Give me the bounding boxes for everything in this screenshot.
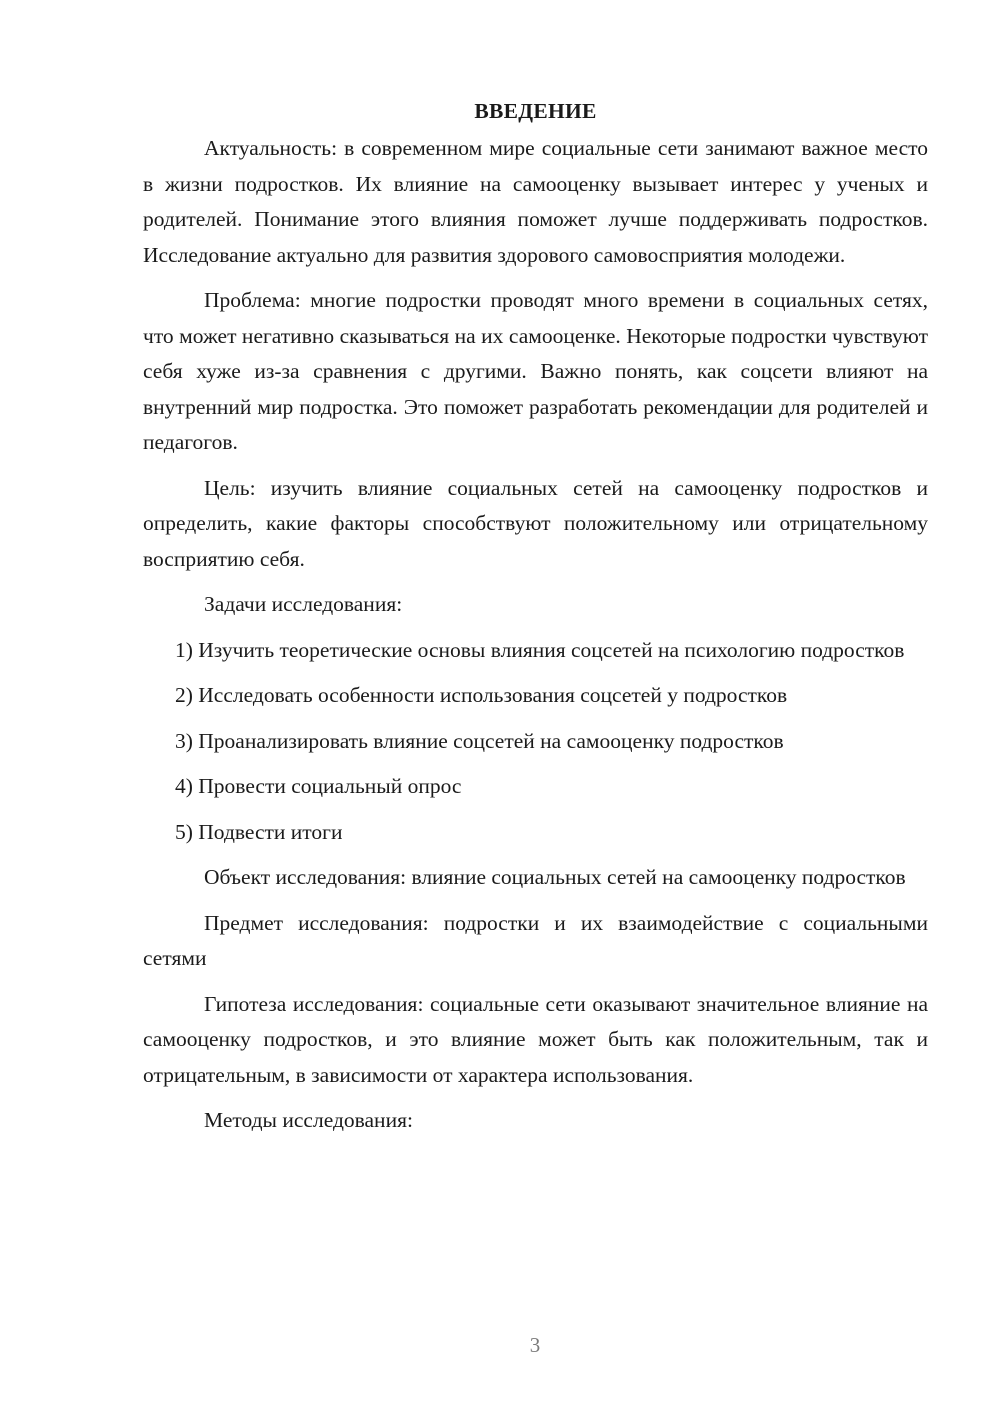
hypothesis-paragraph: Гипотеза исследования: социальные сети оказывают значительное влияние на самооценку подростков, и это влияние может быть как положительным, так и отрицательным, в зависимости от характера использования. <box>143 991 928 1087</box>
relevance-paragraph: Актуальность: в современном мире социальные сети занимают важное место в жизни подростков. Их влияние на самооценку вызывает интерес у ученых и родителей. Понимание этого влияния поможет лучше поддерживать подростков. Исследование актуально для развития здорового самовосприятия молодежи. <box>143 136 928 267</box>
task-item-1: 1) Изучить теоретические основы влияния соцсетей на психологию подростков <box>175 637 905 662</box>
tasks-list <box>143 633 928 851</box>
problem-paragraph: Проблема: многие подростки проводят много времени в социальных сетях, что может негативно сказываться на их самооценке. Некоторые подростки чувствуют себя хуже из-за сравнения с другими. Важно понять, как соцсети влияют на внутренний мир подростка. Это поможет разработать рекомендации для родителей и педагогов. <box>143 288 928 454</box>
task-item-2: 2) Исследовать особенности использования соцсетей у подростков <box>175 683 788 707</box>
task-item-4: 4) Провести социальный опрос <box>175 774 462 798</box>
goal-paragraph: Цель: изучить влияние социальных сетей на самооценку подростков и определить, какие факторы способствуют положительному или отрицательному восприятию себя. <box>143 475 928 571</box>
tasks-title: Задачи исследования: <box>204 592 403 616</box>
subject-paragraph: Предмет исследования: подростки и их взаимодействие с социальными сетями <box>143 910 928 970</box>
methods-title: Методы исследования: <box>204 1108 413 1132</box>
page-content <box>143 96 928 1149</box>
section-heading: ВВЕДЕНИЕ <box>474 99 597 123</box>
task-item-3: 3) Проанализировать влияние соцсетей на самооценку подростков <box>175 728 784 753</box>
object-paragraph: Объект исследования: влияние социальных сетей на самооценку подростков <box>204 865 906 889</box>
page-number: 3 <box>529 1333 541 1357</box>
task-item-5: 5) Подвести итоги <box>175 819 343 844</box>
